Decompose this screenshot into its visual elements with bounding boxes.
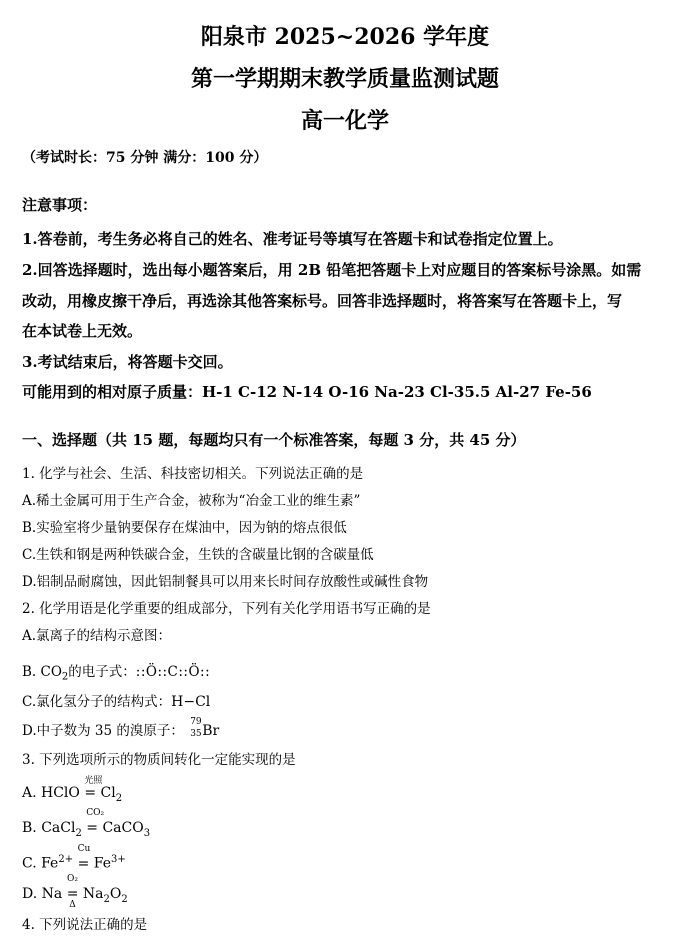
exam-info: （考试时长：75 分钟 满分：100 分） bbox=[22, 150, 268, 166]
q3-a-right: Cl bbox=[100, 785, 116, 801]
q2-b-electron-formula: ::Ö::C::Ö:: bbox=[135, 664, 211, 680]
q3-c-right-sup: 3+ bbox=[110, 854, 126, 865]
exam-subject: 高一化学 bbox=[300, 108, 389, 134]
q3-d-right: Na bbox=[82, 886, 104, 902]
q3-option-a bbox=[22, 776, 123, 804]
q3-a-right-sub: 2 bbox=[115, 792, 123, 804]
exam-title-line1: 阳泉市 2025~2026 学年度 bbox=[200, 24, 490, 50]
q3-d-right-sub2: 2 bbox=[121, 893, 128, 905]
notice-item-1: 1.答卷前，考生务必将自己的姓名、准考证号等填写在答题卡和试卷指定位置上。 bbox=[22, 230, 563, 248]
notice-heading: 注意事项： bbox=[22, 196, 98, 214]
q3-d-right-sub1: 2 bbox=[103, 893, 110, 905]
q2-d-atomic-number: 35 bbox=[190, 728, 202, 739]
q3-a-left: A. HClO bbox=[22, 785, 80, 801]
q3-b-right-sub: 3 bbox=[143, 827, 151, 839]
q1-option-d: D.铝制品耐腐蚀，因此铝制餐具可以用来长时间存放酸性或碱性食物 bbox=[22, 574, 429, 590]
q3-option-c bbox=[22, 843, 126, 872]
q3-c-right: Fe bbox=[93, 855, 111, 872]
q3-stem: 3. 下列选项所示的物质间转化一定能实现的是 bbox=[22, 752, 296, 768]
q4-stem: 4. 下列说法正确的是 bbox=[22, 917, 148, 933]
q3-c-arrow: Cu = bbox=[77, 843, 91, 872]
q1-option-a: A.稀土金属可用于生产合金，被称为“冶金工业的维生素” bbox=[22, 493, 361, 509]
exam-title-line2: 第一学期期末教学质量监测试题 bbox=[190, 66, 499, 92]
q3-b-arrow: CO₂ = bbox=[86, 808, 105, 836]
q3-d-condition-over: O₂ bbox=[67, 874, 79, 884]
q1-stem: 1. 化学与社会、生活、科技密切相关。下列说法正确的是 bbox=[22, 466, 364, 482]
notice-item-2-line-3: 在本试卷上无效。 bbox=[22, 322, 143, 340]
q3-b-left-sub: 2 bbox=[75, 827, 82, 839]
q2-option-c bbox=[22, 690, 210, 710]
q3-d-condition-under: Δ bbox=[69, 900, 76, 910]
q3-c-left-sup: 2+ bbox=[58, 854, 74, 865]
q2-d-label: D.中子数为 35 的溴原子： bbox=[22, 723, 184, 739]
q3-option-b bbox=[22, 808, 151, 839]
q2-b-prefix: B. CO bbox=[22, 664, 62, 680]
q2-option-b bbox=[22, 660, 210, 683]
atomic-masses: 可能用到的相对原子质量：H-1 C-12 N-14 O-16 Na-23 Cl-35.5 Al-27 Fe-56 bbox=[22, 383, 592, 401]
q2-stem: 2. 化学用语是化学重要的组成部分，下列有关化学用语书写正确的是 bbox=[22, 601, 431, 617]
notice-item-3: 3.考试结束后，将答题卡交回。 bbox=[22, 353, 233, 371]
q2-b-label: 的电子式： bbox=[68, 664, 136, 680]
q3-a-arrow: 光照 = bbox=[84, 785, 96, 801]
q2-b-sub: 2 bbox=[61, 671, 69, 683]
q1-option-c: C.生铁和钢是两种铁碳合金，生铁的含碳量比钢的含碳量低 bbox=[22, 547, 374, 563]
q2-option-a: A.氯离子的结构示意图： bbox=[22, 628, 172, 644]
notice-item-2-line-1: 2.回答选择题时，选出每小题答案后，用 2B 铅笔把答题卡上对应题目的答案标号涂黑。如需 bbox=[22, 261, 642, 279]
q2-d-nuclide-numbers bbox=[188, 716, 202, 741]
q1-option-b: B.实验室将少量钠要保存在煤油中，因为钠的熔点很低 bbox=[22, 520, 347, 536]
q2-option-d bbox=[22, 716, 220, 741]
q3-a-condition: 光照 bbox=[84, 776, 103, 786]
q3-b-right: CaCO bbox=[102, 820, 144, 836]
q3-d-left: D. Na bbox=[22, 886, 63, 902]
q3-b-condition: CO₂ bbox=[86, 808, 105, 818]
q3-d-right-mid: O bbox=[109, 886, 122, 902]
q3-d-arrow: O₂ = Δ bbox=[66, 874, 79, 910]
q3-b-left: B. CaCl bbox=[22, 820, 76, 836]
q2-d-mass-number: 79 bbox=[190, 716, 202, 727]
q3-c-condition: Cu bbox=[77, 843, 91, 854]
q3-c-left: C. Fe bbox=[22, 855, 59, 872]
q2-d-symbol: Br bbox=[202, 723, 220, 739]
q2-c-formula: H−Cl bbox=[171, 694, 211, 710]
notice-item-2-line-2: 改动，用橡皮擦干净后，再选涂其他答案标号。回答非选择题时，将答案写在答题卡上，写 bbox=[22, 292, 623, 310]
q3-option-d bbox=[22, 874, 128, 910]
section-1-title: 一、选择题（共 15 题，每题均只有一个标准答案，每题 3 分，共 45 分） bbox=[22, 431, 526, 449]
q2-c-label: C.氯化氢分子的结构式： bbox=[22, 694, 172, 710]
